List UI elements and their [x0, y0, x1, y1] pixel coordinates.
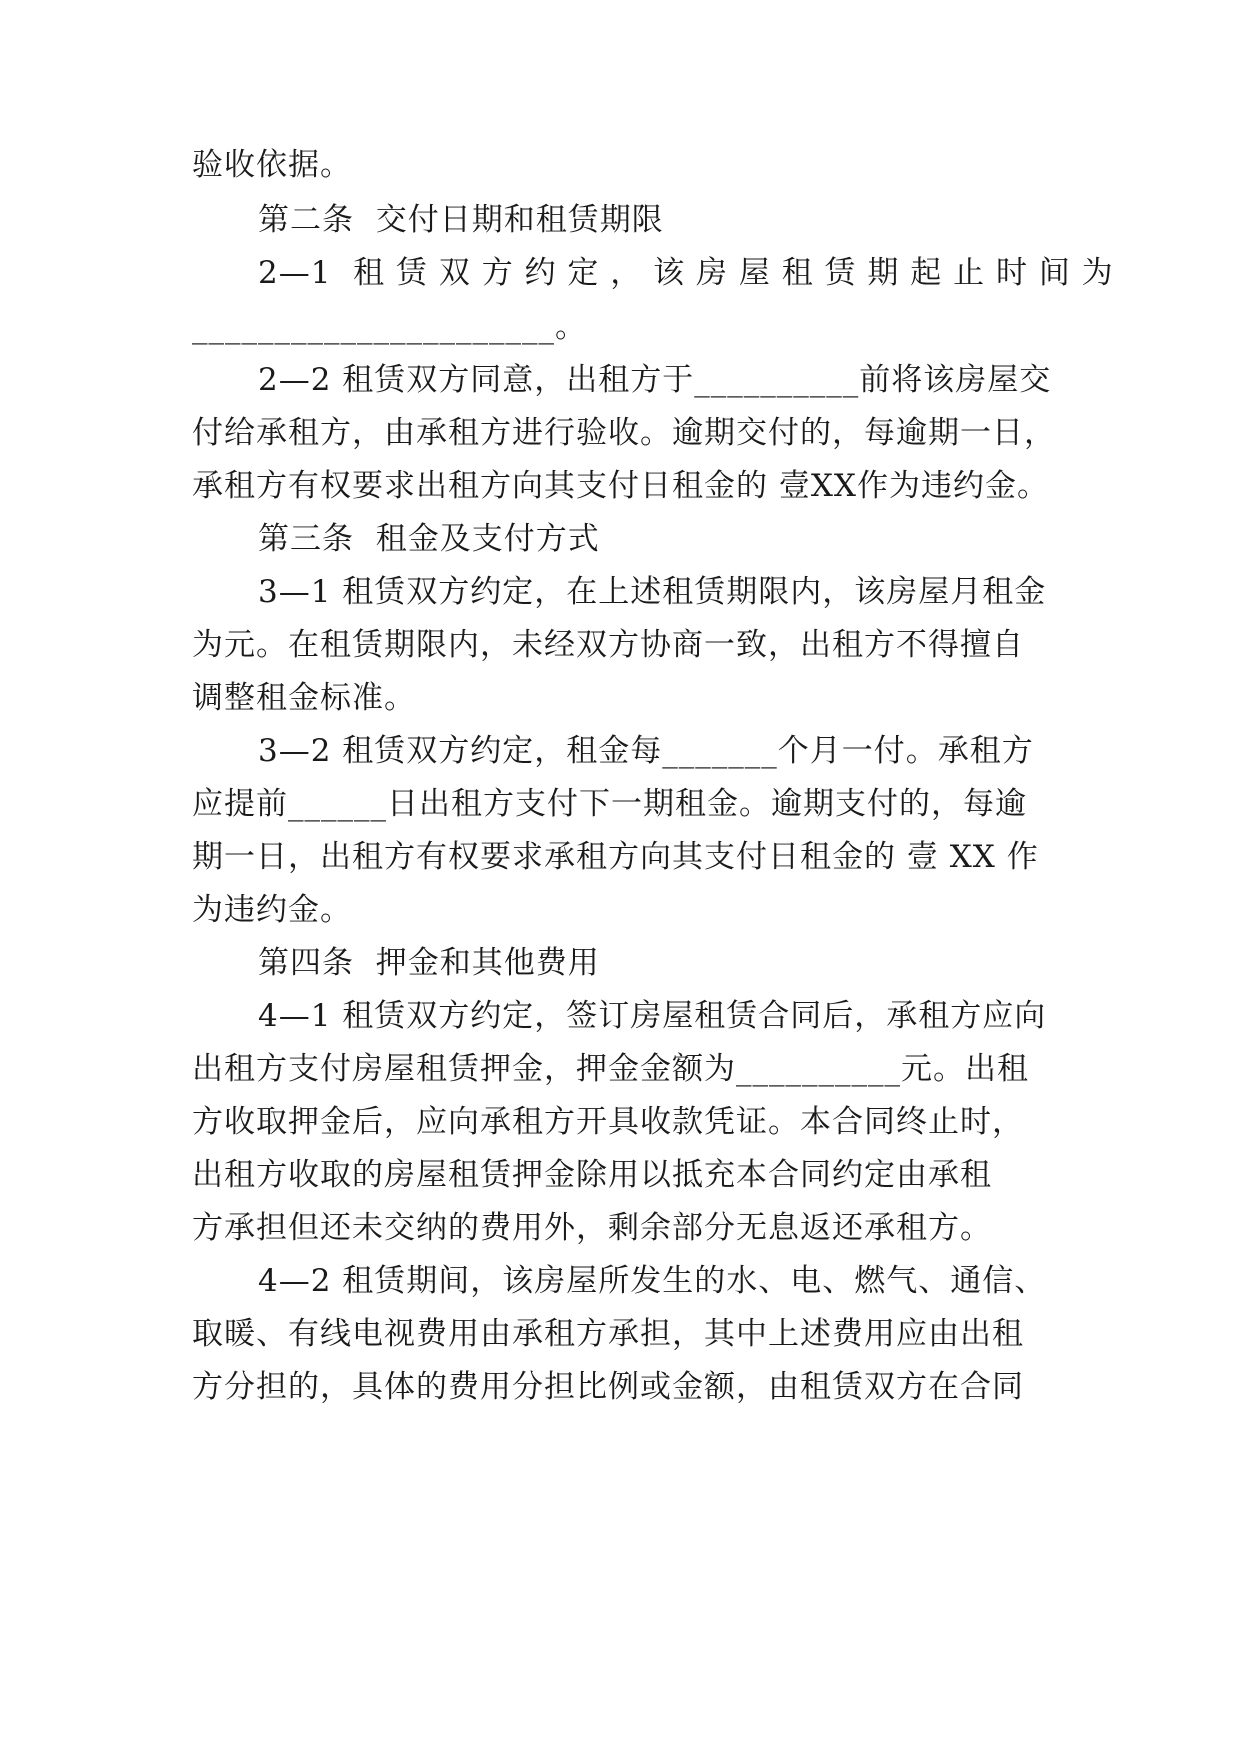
- section-heading: 第四条 押金和其他费用: [258, 945, 600, 981]
- text-line: 4—1 租赁双方约定，签订房屋租赁合同后，承租方应向: [258, 998, 1047, 1034]
- text-line: 出租方支付房屋租赁押金，押金金额为__________元。出租: [192, 1051, 1029, 1087]
- text-line: 2—2 租赁双方同意，出租方于__________前将该房屋交: [258, 362, 1052, 398]
- text-line: 取暖、有线电视费用由承租方承担，其中上述费用应由出租: [192, 1316, 1024, 1352]
- text-line: 3—2 租赁双方约定，租金每_______个月一付。承租方: [258, 733, 1034, 769]
- text-line: 方承担但还未交纳的费用外，剩余部分无息返还承租方。: [192, 1210, 992, 1246]
- text-line: 方分担的，具体的费用分担比例或金额，由租赁双方在合同: [192, 1369, 1024, 1405]
- text-line: 方收取押金后，应向承租方开具收款凭证。本合同终止时，: [192, 1104, 1024, 1140]
- text-line: 3—1 租赁双方约定，在上述租赁期限内，该房屋月租金: [258, 574, 1047, 610]
- section-heading: 第三条 租金及支付方式: [258, 521, 600, 557]
- section-heading: 第二条 交付日期和租赁期限: [258, 202, 664, 238]
- text-line: ______________________。: [192, 309, 587, 345]
- text-line: 承租方有权要求出租方向其支付日租金的 壹XX作为违约金。: [192, 468, 1049, 504]
- text-line: 2—1 租 赁 双 方 约 定 ， 该 房 屋 租 赁 期 起 止 时 间 为: [258, 255, 1114, 291]
- text-line: 为元。在租赁期限内，未经双方协商一致，出租方不得擅自: [192, 627, 1024, 663]
- text-line: 应提前______日出租方支付下一期租金。逾期支付的，每逾: [192, 786, 1027, 822]
- text-line: 出租方收取的房屋租赁押金除用以抵充本合同约定由承租: [192, 1157, 992, 1193]
- text-line: 4—2 租赁期间，该房屋所发生的水、电、燃气、通信、: [258, 1263, 1047, 1299]
- text-line: 调整租金标准。: [192, 680, 416, 716]
- text-line: 付给承租方，由承租方进行验收。逾期交付的，每逾期一日，: [192, 415, 1056, 451]
- text-line: 验收依据。: [192, 147, 352, 183]
- text-line: 为违约金。: [192, 892, 352, 928]
- text-line: 期一日，出租方有权要求承租方向其支付日租金的 壹 XX 作: [192, 839, 1039, 875]
